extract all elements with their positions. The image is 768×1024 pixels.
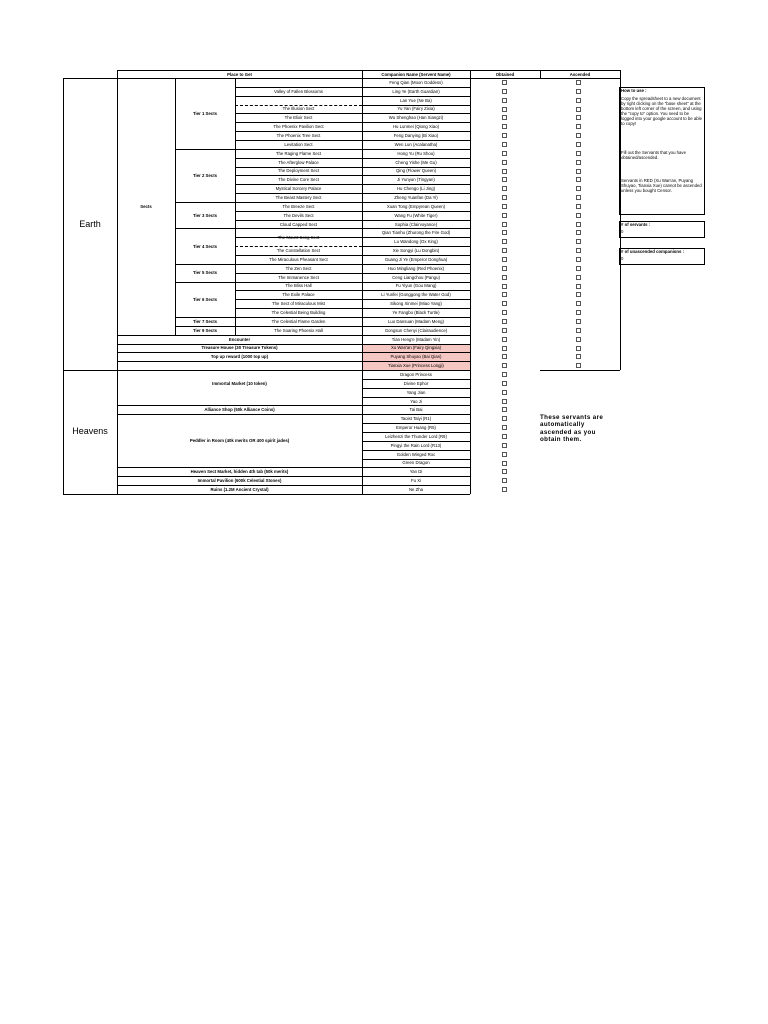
grid-line [235, 87, 362, 88]
obtained-checkbox[interactable] [502, 416, 507, 421]
grid-line [362, 467, 470, 468]
tier-label: Tier 6 Sects [192, 296, 218, 302]
companion-cell: Wen Lun (Acalanatha) [394, 141, 438, 147]
place-cell: Encounter [228, 336, 251, 342]
ascended-checkbox[interactable] [576, 151, 581, 156]
obtained-checkbox[interactable] [502, 478, 507, 483]
tier-label: Tier 2 Sects [192, 172, 218, 178]
ascended-checkbox[interactable] [576, 275, 581, 280]
header-companion: Companion Name (Servent Name) [381, 71, 451, 77]
grid-line [175, 317, 362, 318]
grid-line [362, 149, 470, 150]
grid-line [362, 105, 470, 106]
ascended-checkbox[interactable] [576, 124, 581, 129]
ascended-checkbox[interactable] [576, 195, 581, 200]
grid-line [362, 140, 470, 141]
region-heavens: Heavens [72, 426, 108, 437]
companion-cell: Guang Ji Ye (Emperor Donghua) [384, 256, 448, 262]
grid-line [235, 113, 362, 114]
tier-label: Tier 1 Sects [192, 110, 218, 116]
dashed-line [235, 246, 362, 247]
place-cell: The Devils Sect [283, 212, 314, 218]
place-cell: The Afterglow Palace [278, 159, 319, 165]
grid-line [235, 211, 362, 212]
place-cell: The Exile Palace [282, 292, 315, 298]
grid-line [235, 255, 362, 256]
place-cell: The Mount Song Sect [277, 234, 320, 240]
grid-line [175, 149, 362, 150]
obtained-checkbox[interactable] [502, 354, 507, 359]
ascended-checkbox[interactable] [576, 239, 581, 244]
companion-cell: Taoist Taiyi (R1) [400, 416, 432, 422]
grid-line [117, 476, 362, 477]
grid-line [540, 70, 541, 78]
companion-cell: Ne Zha [408, 487, 424, 493]
obtained-checkbox[interactable] [502, 372, 507, 377]
grid-line [362, 370, 470, 371]
companion-cell: Luo Dansuan (Madam Meng) [388, 318, 444, 324]
grid-line [117, 352, 362, 353]
obtained-checkbox[interactable] [502, 239, 507, 244]
ascended-checkbox[interactable] [576, 301, 581, 306]
obtained-checkbox[interactable] [502, 399, 507, 404]
obtained-checkbox[interactable] [502, 195, 507, 200]
companion-cell: Dragon Princess [400, 371, 432, 377]
companion-cell: Hu Chengo (Li Jing) [396, 186, 436, 192]
grid-line [117, 335, 362, 336]
obtained-checkbox[interactable] [502, 213, 507, 218]
grid-line [362, 282, 470, 283]
obtained-checkbox[interactable] [502, 328, 507, 333]
grid-line [362, 476, 470, 477]
place-cell: The Immanence Sect [278, 274, 319, 280]
place-cell: The Raging Flame Sect [275, 150, 322, 156]
grid-line [175, 202, 362, 203]
companion-cell: Golden Winged Roc [396, 451, 436, 457]
obtained-checkbox[interactable] [502, 363, 507, 368]
obtained-checkbox[interactable] [502, 204, 507, 209]
grid-line [362, 70, 363, 78]
obtained-checkbox[interactable] [502, 89, 507, 94]
ascended-checkbox[interactable] [576, 169, 581, 174]
grid-line [235, 299, 362, 300]
grid-line [235, 122, 362, 123]
grid-line [175, 264, 362, 265]
companion-cell: Yang Jian [406, 389, 426, 395]
unascended-count-label: # of unascended companions : [621, 249, 685, 254]
obtained-checkbox[interactable] [502, 443, 507, 448]
place-cell: The Zen Sect [285, 265, 312, 271]
obtained-checkbox[interactable] [502, 407, 507, 412]
grid-line [362, 220, 470, 221]
companion-cell: Fu Xi [410, 478, 422, 484]
grid-line [235, 308, 362, 309]
grid-line [235, 96, 362, 97]
sects-label: Sects [140, 203, 152, 209]
companion-cell: Pingyi the Rain Lord (R13) [390, 442, 442, 448]
companion-cell: Xuan Tong (Empyrean Queen) [386, 203, 446, 209]
place-cell: Ruins (1.2M Ancient Crystal) [210, 487, 269, 493]
obtained-checkbox[interactable] [502, 222, 507, 227]
grid-line [362, 96, 470, 97]
companion-cell: Wang Fu (White Tiger) [394, 212, 438, 218]
ascended-checkbox[interactable] [576, 142, 581, 147]
companion-cell: Zheng Yuanfan (Da Yi) [394, 194, 438, 200]
grid-line [235, 290, 362, 291]
companion-cell: Fu Yiyun (Gou Mang) [395, 283, 437, 289]
grid-line [362, 432, 470, 433]
grid-line [117, 78, 118, 494]
obtained-checkbox[interactable] [502, 98, 507, 103]
companion-cell: Cheng Yishe (Me Gu) [395, 159, 437, 165]
ascended-checkbox[interactable] [576, 177, 581, 182]
obtained-checkbox[interactable] [502, 107, 507, 112]
grid-line [235, 220, 362, 221]
grid-line [362, 202, 470, 203]
grid-line [362, 414, 470, 415]
place-cell: The Deployment Sect [277, 168, 320, 174]
grid-line [362, 317, 470, 318]
ascended-checkbox[interactable] [576, 222, 581, 227]
companion-cell: Sophia (Clairvoyance) [394, 221, 438, 227]
place-cell: The Celestial Flame Garden [271, 318, 326, 324]
obtained-checkbox[interactable] [502, 310, 507, 315]
grid-line [362, 246, 470, 247]
grid-line [362, 326, 470, 327]
companion-cell: Ling Ye (Earth Guardian) [392, 88, 440, 94]
tier-label: Tier 3 Sects [192, 212, 218, 218]
obtained-checkbox[interactable] [502, 319, 507, 324]
grid-line [117, 485, 362, 486]
obtained-checkbox[interactable] [502, 275, 507, 280]
region-earth: Earth [79, 218, 101, 229]
obtained-checkbox[interactable] [502, 425, 507, 430]
grid-line [362, 273, 470, 274]
ascended-checkbox[interactable] [576, 186, 581, 191]
obtained-checkbox[interactable] [502, 390, 507, 395]
tier-label: Tier 9 Sects [192, 327, 218, 333]
place-cell: The Miraculous Pheasant Sect [269, 256, 328, 262]
ascended-checkbox[interactable] [576, 213, 581, 218]
how-to-use-title: How to use : [621, 88, 647, 93]
obtained-checkbox[interactable] [502, 461, 507, 466]
grid-line [362, 290, 470, 291]
grid-line [362, 184, 470, 185]
grid-line [235, 131, 362, 132]
obtained-checkbox[interactable] [502, 115, 507, 120]
companion-cell: Feng Qian (Moon Goddess) [389, 79, 443, 85]
grid-line [362, 361, 470, 362]
tier-label: Tier 7 Sects [192, 318, 218, 324]
ascended-checkbox[interactable] [576, 248, 581, 253]
companion-cell: Tian Heng'e (Madam Yin) [391, 336, 441, 342]
companion-cell: Xu Wan'an (Fairy Qingxia) [390, 345, 442, 351]
obtained-checkbox[interactable] [502, 230, 507, 235]
obtained-checkbox[interactable] [502, 142, 507, 147]
companion-cell: Emperor Huang (R5) [396, 425, 436, 431]
obtained-checkbox[interactable] [502, 257, 507, 262]
grid-line [362, 175, 470, 176]
obtained-checkbox[interactable] [502, 452, 507, 457]
grid-line [117, 414, 362, 415]
obtained-checkbox[interactable] [502, 301, 507, 306]
ascended-checkbox[interactable] [576, 107, 581, 112]
grid-line [362, 299, 470, 300]
grid-line [362, 423, 470, 424]
obtained-checkbox[interactable] [502, 487, 507, 492]
grid-line [362, 308, 470, 309]
grid-line [235, 140, 362, 141]
grid-line [235, 167, 362, 168]
companion-cell: Lan Yue (Ne Ba) [400, 97, 432, 103]
grid-line [470, 70, 471, 78]
obtained-checkbox[interactable] [502, 169, 507, 174]
companion-cell: Yan Di [409, 469, 423, 475]
place-cell: The Sect of Miraculous Mist [271, 301, 325, 307]
companion-cell: Yu Yan (Fairy Zixia) [397, 106, 435, 112]
grid-line [362, 379, 470, 380]
ascended-checkbox[interactable] [576, 89, 581, 94]
obtained-checkbox[interactable] [502, 266, 507, 271]
ascended-checkbox[interactable] [576, 204, 581, 209]
obtained-checkbox[interactable] [502, 80, 507, 85]
obtained-checkbox[interactable] [502, 177, 507, 182]
servants-count-label: # of servants : [621, 222, 651, 227]
ascended-checkbox[interactable] [576, 257, 581, 262]
grid-line [362, 459, 470, 460]
grid-line [362, 352, 470, 353]
obtained-checkbox[interactable] [502, 186, 507, 191]
obtained-checkbox[interactable] [502, 151, 507, 156]
grid-line [362, 397, 470, 398]
ascended-checkbox[interactable] [576, 115, 581, 120]
ascended-checkbox[interactable] [576, 346, 581, 351]
grid-line [362, 237, 470, 238]
place-cell: The Soaring Phoenix Hall [274, 327, 323, 333]
ascended-checkbox[interactable] [576, 266, 581, 271]
grid-line [362, 441, 470, 442]
obtained-checkbox[interactable] [502, 284, 507, 289]
unascended-count-value: 0 [621, 256, 624, 261]
grid-line [63, 494, 470, 495]
companion-cell: Qian Tianhu (Zhurong the Fire God) [381, 230, 451, 236]
grid-line [117, 344, 362, 345]
place-cell: The Beast Mastery Sect [275, 194, 322, 200]
companion-cell: Green Dragon [402, 460, 430, 466]
companion-cell: Wu Shenghao (Han Xiangzi) [388, 115, 444, 121]
grid-line [362, 78, 363, 494]
grid-line [117, 361, 362, 362]
companion-cell: Tianxia Xue (Princess Longji) [388, 363, 444, 369]
grid-line [175, 228, 362, 229]
companion-cell: Ji Yunyun (Tingyan) [397, 177, 435, 183]
obtained-checkbox[interactable] [502, 248, 507, 253]
grid-line [117, 467, 362, 468]
place-cell: The Illusion Sect [282, 106, 315, 112]
ascended-checkbox[interactable] [576, 230, 581, 235]
grid-line [362, 211, 470, 212]
grid-line [362, 113, 470, 114]
obtained-checkbox[interactable] [502, 346, 507, 351]
grid-line [470, 78, 471, 494]
grid-line [117, 405, 362, 406]
grid-line [620, 70, 621, 78]
grid-line [235, 193, 362, 194]
grid-line [235, 184, 362, 185]
companion-cell: Sikong Xinmei (Miao Yang) [390, 301, 442, 307]
place-cell: Immortal Market (10 token) [212, 380, 267, 386]
obtained-checkbox[interactable] [502, 337, 507, 342]
companion-cell: Huo Mingliang (Red Phoenix) [387, 265, 445, 271]
ascended-checkbox[interactable] [576, 80, 581, 85]
how-to-use-body: Copy the spreadsheet to a new document by right clicking on the "base sheet" at the bottom left corner of the screen, and using the "copy to" option. You need to be logged into your google account to be able to copy! [621, 96, 702, 127]
companion-cell: Gongsun Chenyi (Clairaudience) [384, 327, 448, 333]
place-cell: The Divine Core Sect [278, 177, 319, 183]
ascended-checkbox[interactable] [576, 310, 581, 315]
companion-cell: Yao Ji [410, 398, 422, 404]
ascended-checkbox[interactable] [576, 292, 581, 297]
grid-line [362, 388, 470, 389]
place-cell: Peddler in Room (40k merits OR 400 spirit jades) [189, 438, 290, 444]
fill-out-note: Fill out the Servants that you have obtained/ascended. [621, 150, 686, 161]
grid-line [175, 282, 362, 283]
companion-cell: Li Yunfei (Gonggong the Water God) [381, 292, 451, 298]
obtained-checkbox[interactable] [502, 469, 507, 474]
ascended-checkbox[interactable] [576, 284, 581, 289]
place-cell: Top up reward (1000 top up) [210, 354, 269, 360]
grid-line [362, 335, 470, 336]
companion-cell: Lu Wandong (Ox King) [394, 239, 438, 245]
companion-cell: Ceng Liangchou (Pangu) [392, 274, 440, 280]
grid-line [362, 450, 470, 451]
ascended-checkbox[interactable] [576, 160, 581, 165]
place-cell: The Bliss Hall [285, 283, 312, 289]
header-place: Place to Get [227, 71, 252, 77]
companion-cell: Xie Songyi (Lu Dongbin) [392, 248, 440, 254]
companion-cell: Qing (Flower Queen) [395, 168, 437, 174]
place-cell: Treasure House (30 Treasure Tokens) [201, 345, 278, 351]
grid-line [362, 87, 470, 88]
place-cell: Alliance Shop (50k Alliance Coins) [204, 407, 275, 413]
auto-ascend-note: These servants are automatically ascended as you obtain them. [540, 414, 604, 444]
grid-line [117, 370, 362, 371]
place-cell: Heaven Sect Market, hidden 4th tab (50k merits) [190, 469, 289, 475]
companion-cell: Feng Danying (Bi Xiao) [393, 133, 439, 139]
header-obtained: Obtained [495, 71, 515, 77]
ascended-checkbox[interactable] [576, 363, 581, 368]
grid-line [63, 370, 117, 371]
grid-line [362, 228, 470, 229]
obtained-checkbox[interactable] [502, 124, 507, 129]
obtained-checkbox[interactable] [502, 434, 507, 439]
spreadsheet [0, 0, 768, 500]
obtained-checkbox[interactable] [502, 292, 507, 297]
header-ascended: Ascended [569, 71, 591, 77]
place-cell: The Phoenix Tree Sect [276, 133, 321, 139]
grid-line [362, 344, 470, 345]
companion-cell: Divine Ephor [403, 380, 429, 386]
grid-line [362, 264, 470, 265]
red-servants-note: Servants in RED (Xu Wan'an, Puyang Shuyao, Tianxia Xue) cannot be ascended unless you bought Censor. [621, 178, 702, 194]
grid-line [175, 78, 176, 335]
place-cell: The Breeze Sect [282, 203, 315, 209]
grid-line [235, 175, 362, 176]
place-cell: Cloud Capped Sect [279, 221, 318, 227]
ascended-checkbox[interactable] [576, 98, 581, 103]
place-cell: Mystical Sorcery Palace [275, 186, 322, 192]
grid-line [362, 405, 470, 406]
place-cell: Levitation Sect [284, 141, 313, 147]
grid-line [235, 273, 362, 274]
place-cell: Immortal Pavilion (600k Celestial Stones) [197, 478, 282, 484]
companion-cell: Tai Bai [409, 407, 423, 413]
place-cell: The Constellation Sect [276, 248, 321, 254]
place-cell: The Elixir Sect [284, 115, 313, 121]
tier-label: Tier 5 Sects [192, 270, 218, 276]
grid-line [362, 167, 470, 168]
obtained-checkbox[interactable] [502, 381, 507, 386]
grid-line [63, 78, 620, 79]
grid-line [362, 131, 470, 132]
grid-line [362, 158, 470, 159]
grid-line [235, 158, 362, 159]
grid-line [362, 255, 470, 256]
grid-line [117, 70, 620, 71]
place-cell: The Phoenix Pavilion Sect [273, 124, 324, 130]
companion-cell: Puyang Shuyao (Bai Qian) [390, 354, 442, 360]
grid-line [362, 485, 470, 486]
ascended-checkbox[interactable] [576, 319, 581, 324]
servants-count-value: 0 [621, 229, 624, 234]
grid-line [117, 70, 118, 78]
grid-line [235, 78, 236, 335]
ascended-checkbox[interactable] [576, 328, 581, 333]
grid-line [175, 326, 362, 327]
tier-label: Tier 4 Sects [192, 243, 218, 249]
ascended-checkbox[interactable] [576, 133, 581, 138]
place-cell: The Celestial Being Building [271, 310, 326, 316]
ascended-checkbox[interactable] [576, 337, 581, 342]
grid-line [540, 370, 620, 371]
companion-cell: Hong Yu (Ru Shou) [397, 150, 435, 156]
obtained-checkbox[interactable] [502, 160, 507, 165]
obtained-checkbox[interactable] [502, 133, 507, 138]
companion-cell: Hu Lunmei (Qiong Xiao) [392, 124, 440, 130]
ascended-checkbox[interactable] [576, 354, 581, 359]
grid-line [362, 193, 470, 194]
companion-cell: Leizhenzi the Thunder Lord (R9) [385, 433, 447, 439]
grid-line [362, 122, 470, 123]
grid-line [235, 237, 362, 238]
dashed-line [235, 105, 362, 106]
companion-cell: Ye Fangbo (Black Turtle) [392, 310, 440, 316]
grid-line [63, 78, 64, 494]
place-cell: Valley of Fallen Blossoms [274, 88, 323, 94]
